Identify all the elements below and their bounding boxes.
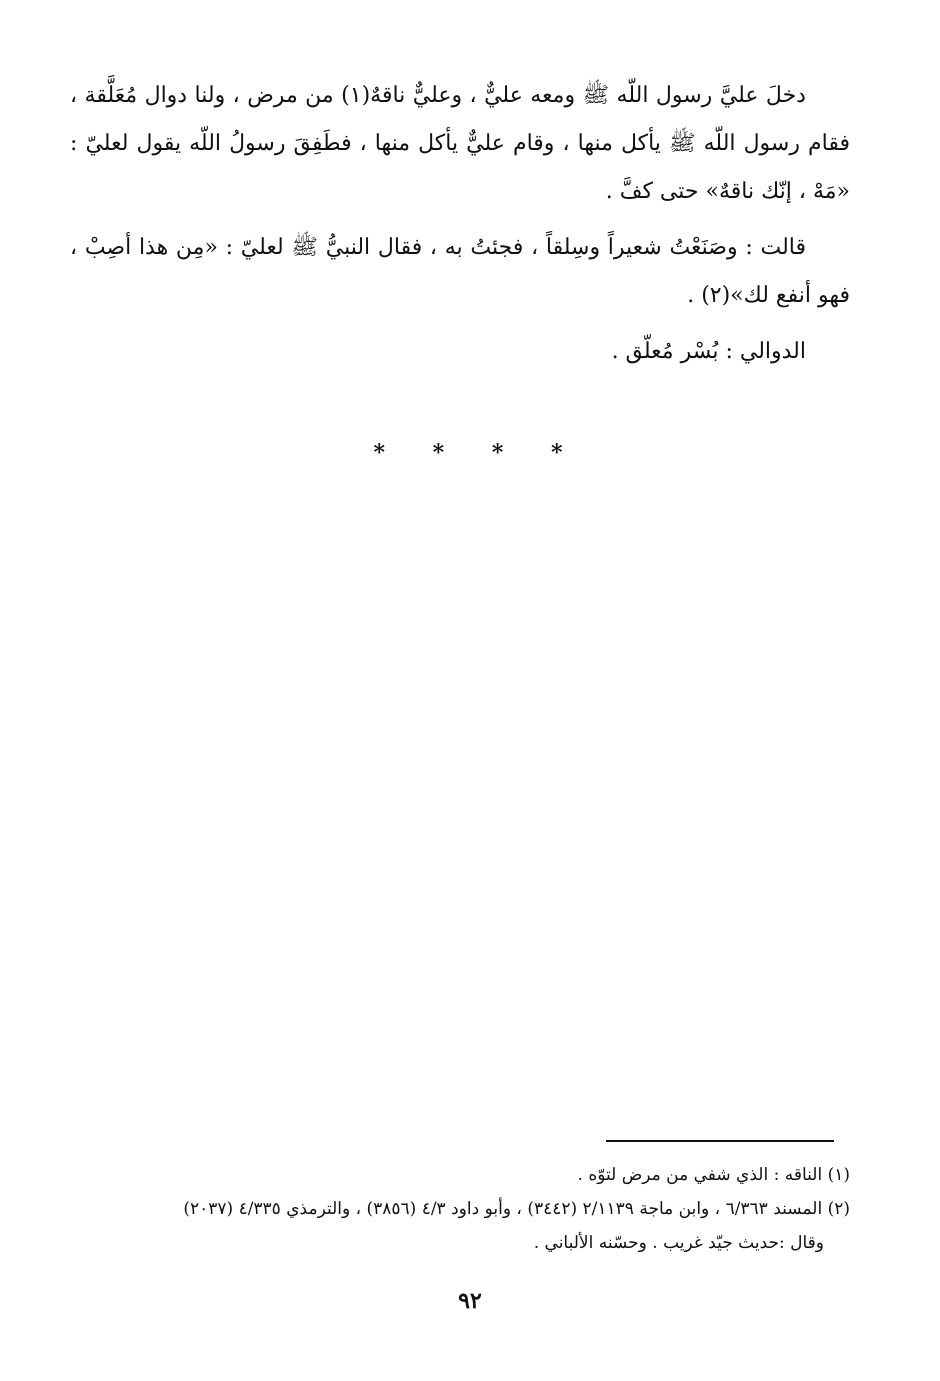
paragraph-1: دخلَ عليَّ رسول اللّه ﷺ ومعه عليٌّ ، وعليٌّ ناقهٌ(١) من مرض ، ولنا دوال مُعَلَّقة ، فقام رسول اللّه ﷺ يأكل منها ، وقام عليٌّ يأكل منها ، فطَفِقَ رسولُ اللّه يقول لعليّ : «مَهْ ، إنّك ناقهٌ» حتى كفَّ . — [70, 83, 850, 204]
separator-asterisk: * — [432, 440, 449, 466]
page-number: ٩٢ — [458, 1288, 482, 1314]
footnote-2-continuation: وقال :حديث جيّد غريب . وحسّنه الألباني . — [533, 1233, 824, 1253]
paragraph-2: قالت : وصَنَعْتُ شعيراً وسِلقاً ، فجئتُ به ، فقال النبيُّ ﷺ لعليّ : «مِن هذا أصِبْ ، فهو أنفع لك»(٢) . — [70, 235, 850, 308]
separator-asterisk: * — [373, 440, 389, 466]
paragraph-definition: الدوالي : بُسْر مُعلّق . — [611, 339, 806, 364]
separator-asterisk: * — [551, 440, 567, 466]
footnote-1: (١) الناقه : الذي شفي من مرض لتوّه . — [577, 1165, 850, 1185]
footnote-divider — [606, 1140, 834, 1142]
separator-asterisk: * — [491, 440, 508, 466]
main-text — [70, 72, 850, 384]
footnotes — [70, 1158, 850, 1260]
section-separator — [0, 440, 940, 466]
footnote-2: (٢) المسند ٦/٣٦٣ ، وابن ماجة ٢/١١٣٩ (٣٤٤٢) ، وأبو داود ٤/٣ (٣٨٥٦) ، والترمذي ٤/٣٣٥ (٢٠٣٧) — [183, 1199, 850, 1219]
